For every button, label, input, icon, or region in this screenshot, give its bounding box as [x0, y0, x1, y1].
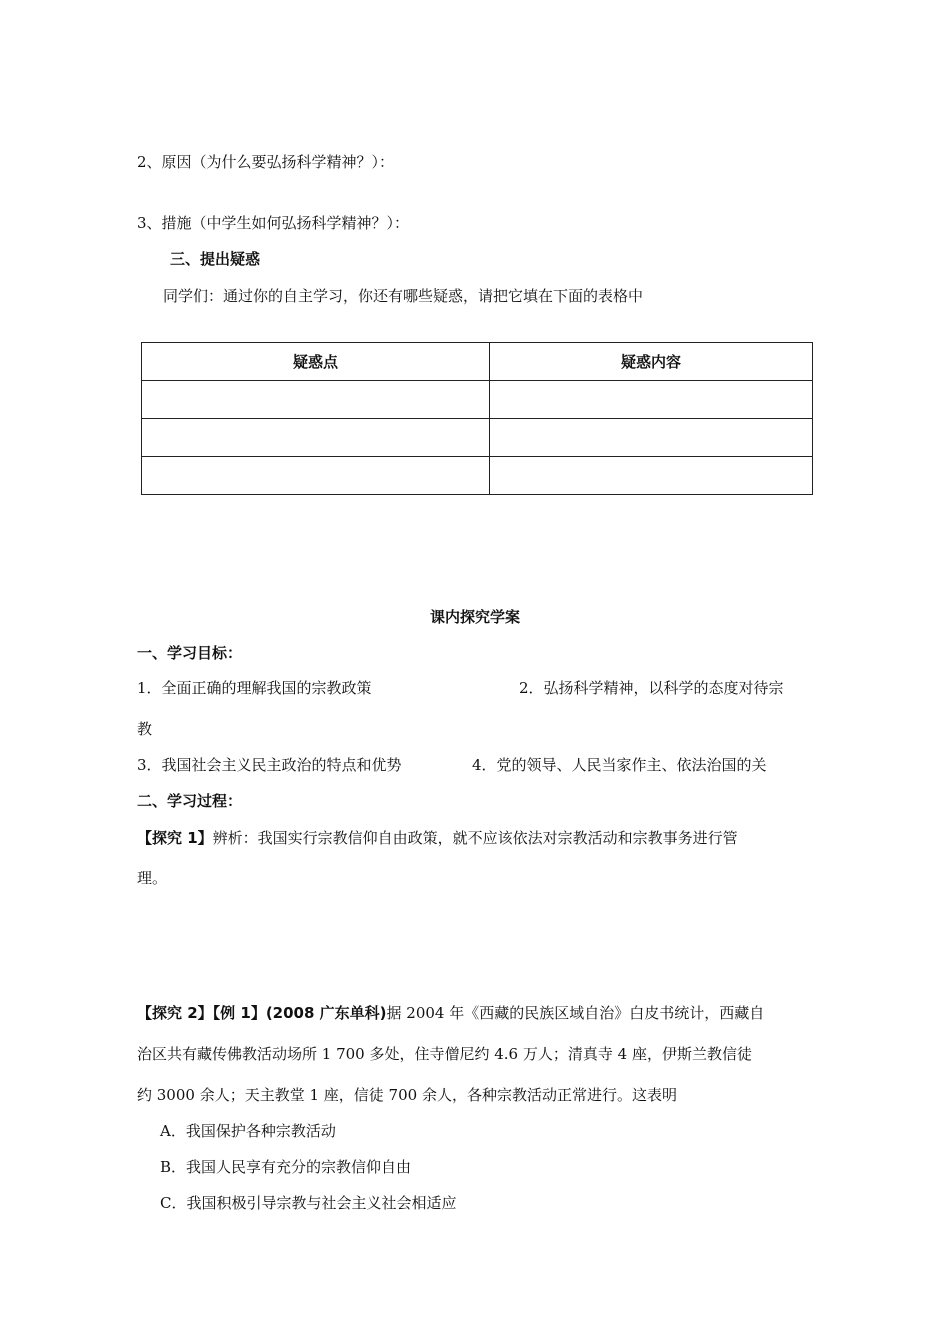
- table-row: [142, 419, 813, 457]
- table-cell[interactable]: [490, 381, 813, 419]
- explore-1: [137, 828, 738, 848]
- explore-2: [137, 1003, 764, 1023]
- table-cell[interactable]: [142, 381, 490, 419]
- measure-item: 3、措施（中学生如何弘扬科学精神？）：: [137, 214, 410, 232]
- header-doubt-point: 疑惑点: [142, 343, 490, 381]
- table-cell[interactable]: [490, 419, 813, 457]
- header-doubt-content: 疑惑内容: [490, 343, 813, 381]
- explore-2-line-2: 治区共有藏传佛教活动场所 1 700 多处，住寺僧尼约 4.6 万人；清真寺 4 座，伊斯兰教信徒: [137, 1045, 752, 1063]
- table-row: [142, 457, 813, 495]
- table-header-row: [142, 343, 813, 381]
- table-cell[interactable]: [142, 419, 490, 457]
- option-b: B．我国人民享有充分的宗教信仰自由: [160, 1158, 412, 1176]
- section-title: 课内探究学案: [429, 608, 520, 626]
- goal-2: 2．弘扬科学精神，以科学的态度对待宗: [519, 679, 784, 697]
- doubts-intro: 同学们：通过你的自主学习，你还有哪些疑惑，请把它填在下面的表格中: [163, 287, 644, 305]
- explore-2-line-3: 约 3000 余人；天主教堂 1 座，信徒 700 余人，各种宗教活动正常进行。这表明: [137, 1086, 677, 1104]
- explore-1-continued: 理。: [137, 869, 168, 887]
- table-cell[interactable]: [142, 457, 490, 495]
- doubts-heading: 三、提出疑惑: [170, 250, 261, 268]
- goal-2-continued: 教: [137, 720, 153, 738]
- table-row: [142, 381, 813, 419]
- option-a: A．我国保护各种宗教活动: [160, 1122, 336, 1140]
- explore-2-tag: 【探究 2】【例 1】(2008 广东单科): [137, 1004, 387, 1022]
- goals-heading: 一、学习目标：: [137, 644, 243, 662]
- option-c: C．我国积极引导宗教与社会主义社会相适应: [160, 1194, 457, 1212]
- goal-4: 4．党的领导、人民当家作主、依法治国的关: [472, 756, 767, 774]
- reason-item: 2、原因（为什么要弘扬科学精神？）：: [137, 153, 395, 171]
- goal-3: 3．我国社会主义民主政治的特点和优势: [137, 756, 402, 774]
- explore-1-tag: 【探究 1】: [137, 829, 213, 847]
- process-heading: 二、学习过程：: [137, 792, 243, 810]
- doubts-table: [141, 342, 813, 495]
- explore-1-text: 辨析：我国实行宗教信仰自由政策，就不应该依法对宗教活动和宗教事务进行管: [212, 829, 738, 847]
- table-cell[interactable]: [490, 457, 813, 495]
- goal-1: 1．全面正确的理解我国的宗教政策: [137, 679, 372, 697]
- explore-2-text: 据 2004 年《西藏的民族区域自治》白皮书统计，西藏自: [386, 1004, 765, 1022]
